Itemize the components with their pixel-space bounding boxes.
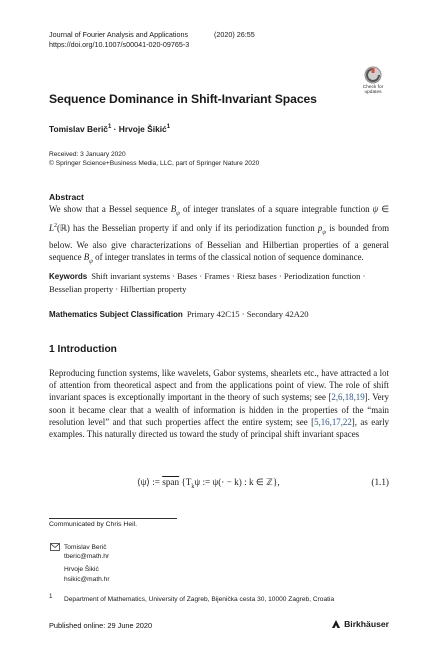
received-date: Received: 3 January 2020 — [49, 151, 126, 158]
corr-author-2-name: Hrvoje Šikić — [64, 566, 99, 574]
affiliation-number: 1 — [49, 593, 53, 600]
citation-link[interactable]: 2,6,18,19 — [331, 392, 365, 403]
page-footer — [49, 619, 389, 633]
keywords-text: Shift invariant systems · Bases · Frames · Riesz bases · Periodization function · Besselian property · Hilbertian property — [49, 271, 366, 295]
paper-title: Sequence Dominance in Shift-Invariant Spaces — [49, 92, 317, 106]
intro-paragraph: Reproducing function systems, like wavelets, Gabor systems, shearlets etc., have attracted a lot of attention from theoretical aspect and from the applications point of view. The role of shift invariant spaces is exceptionally important in the theory of such systems; see [2,6,18,19]. Very soon it became clear that a wealth of information is hidden in the properties of the “main resolution level” and that such properties affect the entire system; see [5,16,17,22], as early examples. This naturally directed us toward the study of principal shift invariant spaces — [49, 368, 389, 440]
section-heading: 1 Introduction — [49, 344, 117, 355]
check-for-updates-badge[interactable] — [357, 66, 389, 94]
msc-label: Mathematics Subject Classification — [49, 310, 183, 319]
check-for-updates-icon — [364, 66, 382, 84]
publisher-logo — [331, 619, 389, 629]
keywords-label: Keywords — [49, 272, 88, 281]
keywords — [49, 270, 389, 295]
journal-header — [49, 30, 255, 49]
corr-author-1-email[interactable]: tberic@math.hr — [64, 553, 110, 561]
author-separator: · — [111, 124, 119, 134]
envelope-icon — [49, 543, 61, 551]
authors — [49, 124, 170, 134]
author-1[interactable]: Tomislav Berič — [49, 124, 108, 134]
copyright: © Springer Science+Business Media, LLC, part of Springer Nature 2020 — [49, 160, 260, 168]
birkhauser-logo-icon — [331, 619, 341, 629]
badge-line1: Check for — [362, 85, 384, 90]
footnote-rule — [49, 518, 177, 519]
communicated-by: Communicated by Chris Heil. — [49, 521, 138, 528]
article-meta — [49, 150, 259, 169]
corr-author-1-name: Tomislav Berič — [64, 544, 107, 551]
author-1-affil: 1 — [107, 124, 112, 131]
journal-volume: (2020) 26:55 — [214, 30, 255, 39]
msc-classification — [49, 309, 389, 319]
affiliation-text: Department of Mathematics, University of Zagreb, Bijenička cesta 30, 10000 Zagreb, Croatia — [64, 596, 335, 603]
badge-line2: updates — [364, 90, 382, 96]
author-2[interactable]: Hrvoje Šikić — [118, 124, 167, 134]
msc-text: Primary 42C15 · Secondary 42A20 — [186, 309, 309, 319]
equation-number: (1.1) — [371, 477, 389, 487]
corr-author-2-email[interactable]: hsikic@math.hr — [64, 575, 110, 583]
citation-link[interactable]: 5,16,17,22 — [314, 416, 352, 427]
equation-formula: ⟨ψ⟩ := span {$T_k\psi$ := ψ(· − k) : k ∈ ℤ}, — [137, 477, 280, 490]
abstract-heading: Abstract — [49, 192, 84, 202]
published-online: Published online: 29 June 2020 — [49, 621, 153, 630]
author-2-affil: 1 — [166, 124, 171, 131]
abstract-text: We show that a Bessel sequence $B_\psi$ of integer translates of a square integrable function ψ ∈ $L^2(ℝ)$ has the Besselian property if and only if its periodization function $p_\psi$ is bounded from below. We also give characterizations of Besselian and Hilbertian properties of a general sequence $B_\psi$ of integer translates in terms of the classical notion of sequence dominance. — [49, 204, 389, 265]
journal-name: Journal of Fourier Analysis and Applications — [49, 30, 189, 39]
doi-link[interactable]: https://doi.org/10.1007/s00041-020-09765-3 — [49, 39, 190, 49]
publisher-name: Birkhäuser — [344, 619, 389, 629]
